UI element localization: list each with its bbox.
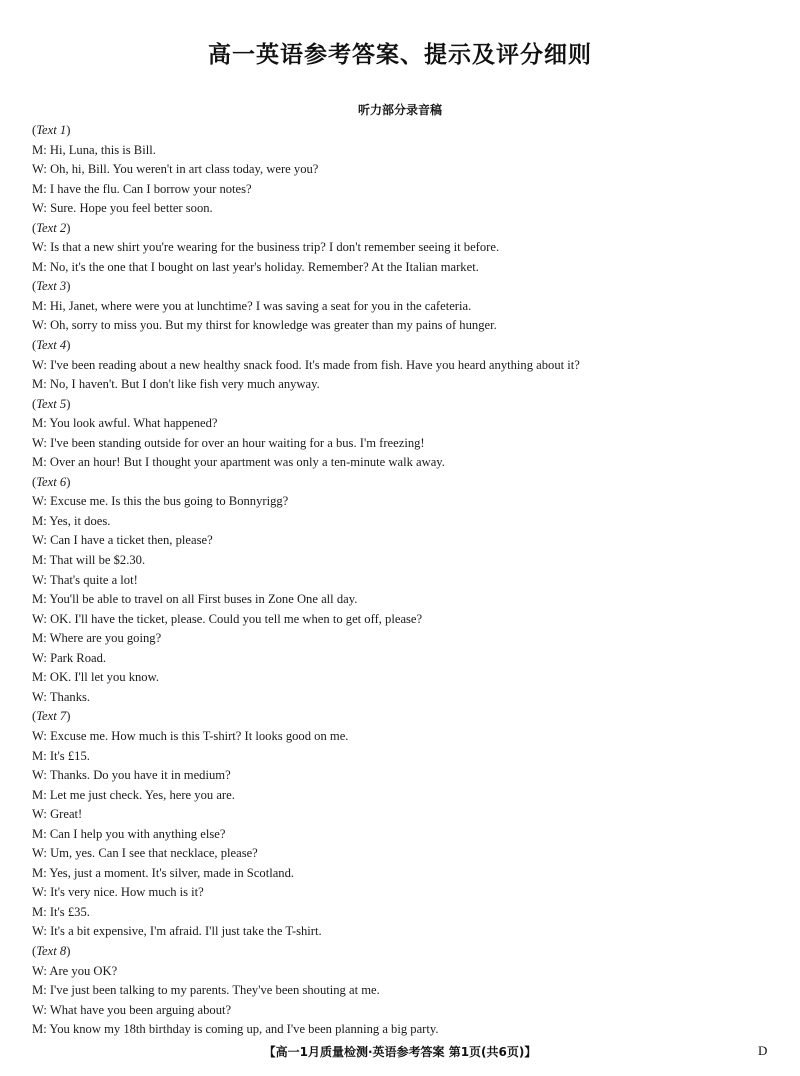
dialog-line: W: OK. I'll have the ticket, please. Could you tell me when to get off, please? [32,611,423,626]
dialog-line: M: OK. I'll let you know. [32,670,160,685]
dialog-line: M: It's £15. [32,748,90,763]
dialog-line: W: Oh, hi, Bill. You weren't in art class today, were you? [32,162,319,177]
dialog-line: M: Where are you going? [32,631,162,646]
dialog-line: W: I've been standing outside for over an hour waiting for a bus. I'm freezing! [32,435,425,450]
dialog-line: M: Hi, Janet, where were you at lunchtime? I was saving a seat for you in the cafeteria. [32,298,472,313]
dialog-line: W: Park Road. [32,650,107,665]
dialog-line: W: Excuse me. How much is this T-shirt? It looks good on me. [32,728,349,743]
dialog-line: W: I've been reading about a new healthy snack food. It's made from fish. Have you heard anything about it? [32,357,580,372]
text-section-label: (Text 1) [32,123,71,137]
dialog-line: W: What have you been arguing about? [32,1002,232,1017]
dialog-line: W: That's quite a lot! [32,572,138,587]
dialog-line: M: Can I help you with anything else? [32,826,226,841]
text-section-label: (Text 3) [32,279,71,294]
dialog-line: M: You look awful. What happened? [32,416,218,431]
page-title: 高一英语参考答案、提示及评分细则 [208,42,592,68]
dialog-line: M: You know my 18th birthday is coming up, and I've been planning a big party. [32,1022,439,1037]
dialog-line: W: Can I have a ticket then, please? [32,533,213,548]
text-section-label: (Text 6) [32,474,71,489]
dialog-line: M: Over an hour! But I thought your apartment was only a ten-minute walk away. [32,455,445,470]
dialog-line: W: Are you OK? [32,963,118,978]
dialog-line: W: Is that a new shirt you're wearing for the business trip? I don't remember seeing it before. [32,240,500,255]
dialog-line: M: You'll be able to travel on all First buses in Zone One all day. [32,592,358,607]
footer-version-mark: D [758,1043,768,1058]
text-section-label: (Text 2) [32,220,71,235]
page-footer: 【高一1月质量检测·英语参考答案 第1页(共6页)】 [263,1045,537,1059]
text-section-label: (Text 7) [32,709,71,724]
dialog-line: M: No, it's the one that I bought on last year's holiday. Remember? At the Italian market. [32,259,479,274]
dialog-line: W: Um, yes. Can I see that necklace, please? [32,846,258,861]
dialog-line: W: Thanks. [32,689,91,704]
dialog-line: M: Let me just check. Yes, here you are. [32,787,235,802]
dialog-line: M: That will be $2.30. [32,553,146,568]
dialog-line: M: I've just been talking to my parents. They've been shouting at me. [32,983,380,998]
dialog-line: W: It's very nice. How much is it? [32,885,204,900]
text-section-label: (Text 8) [32,943,71,958]
dialog-line: W: Thanks. Do you have it in medium? [32,768,231,783]
transcript-lines [32,121,772,1040]
dialog-line: M: Yes, just a moment. It's silver, made in Scotland. [32,865,295,880]
text-section-label: (Text 5) [32,396,71,411]
dialog-line: M: Yes, it does. [32,513,111,528]
dialog-line: M: Hi, Luna, this is Bill. [32,142,156,157]
dialog-line: W: Great! [32,807,83,822]
dialog-line: W: It's a bit expensive, I'm afraid. I'll just take the T-shirt. [32,924,322,939]
dialog-line: W: Oh, sorry to miss you. But my thirst for knowledge was greater than my pains of hunger. [32,318,497,333]
dialog-line: M: I have the flu. Can I borrow your notes? [32,181,252,196]
dialog-line: M: No, I haven't. But I don't like fish very much anyway. [32,377,320,392]
dialog-line: W: Sure. Hope you feel better soon. [32,201,213,216]
dialog-line: W: Excuse me. Is this the bus going to Bonnyrigg? [32,494,289,509]
section-subtitle: 听力部分录音稿 [357,103,442,117]
text-section-label: (Text 4) [32,338,71,353]
dialog-line: M: It's £35. [32,904,90,919]
